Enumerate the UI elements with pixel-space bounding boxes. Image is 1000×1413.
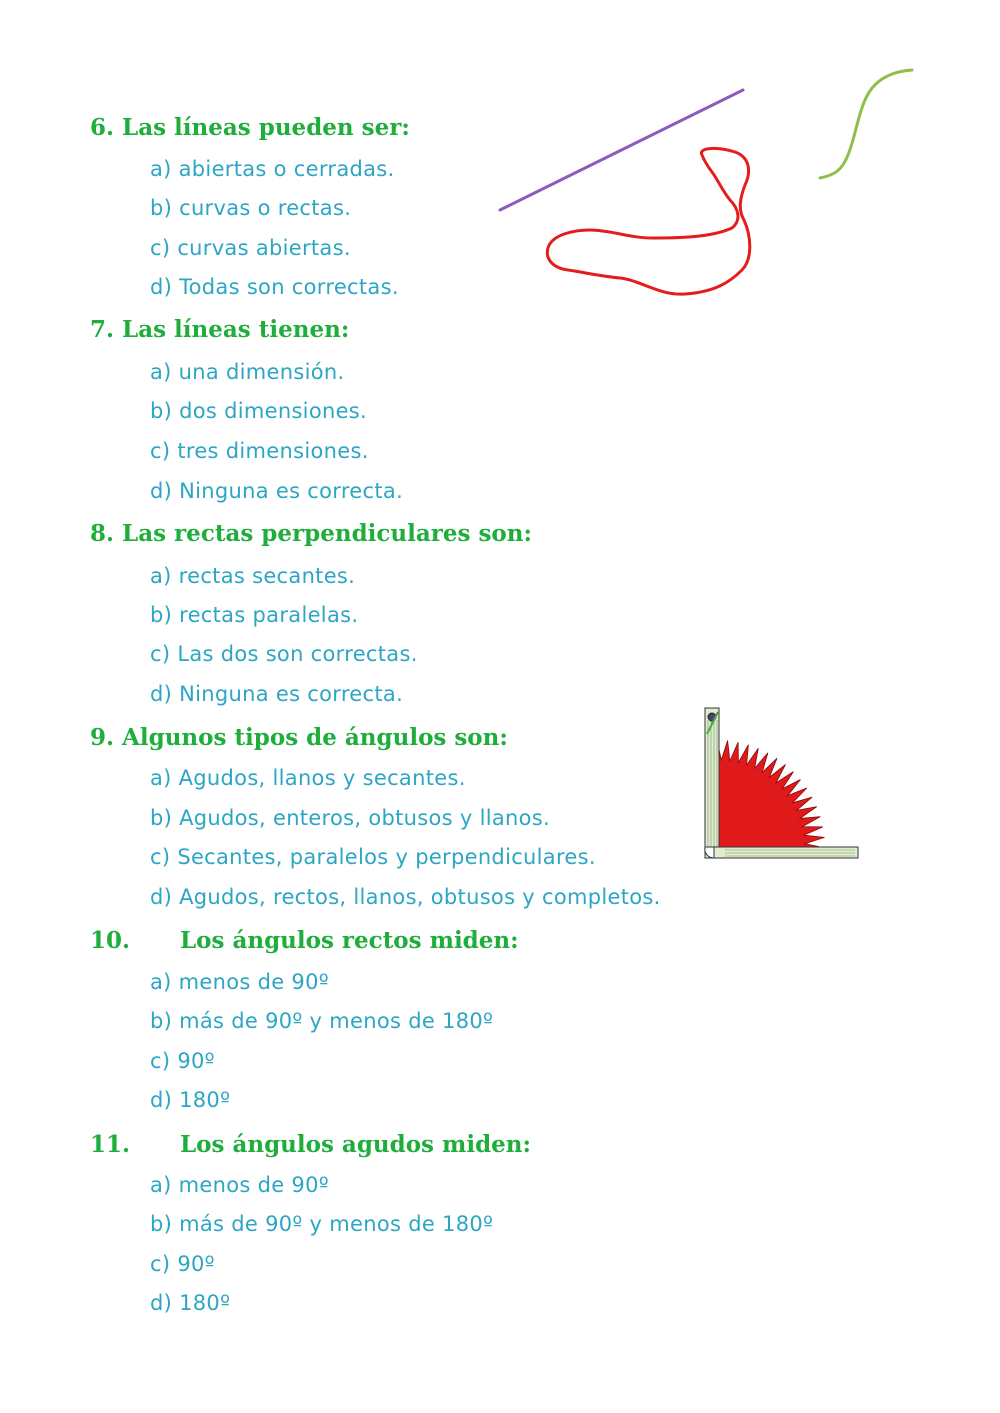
question-11-option-d[interactable]: d) 180º (150, 1291, 231, 1315)
question-7-option-b[interactable]: b) dos dimensiones. (150, 399, 368, 423)
question-6-option-d[interactable]: d) Todas son correctas. (150, 275, 399, 299)
question-11-option-b[interactable]: b) más de 90º y menos de 180º (150, 1212, 494, 1236)
question-9-title: 9. Algunos tipos de ángulos son: (90, 724, 508, 751)
question-8-option-b[interactable]: b) rectas paralelas. (150, 603, 359, 627)
red-fan (717, 740, 825, 848)
question-7-option-c[interactable]: c) tres dimensiones. (150, 439, 369, 463)
question-7-option-d[interactable]: d) Ninguna es correcta. (150, 479, 404, 503)
question-7-title: 7. Las líneas tienen: (90, 316, 350, 343)
question-10-option-c[interactable]: c) 90º (150, 1049, 215, 1073)
angle-fan-illustration (695, 700, 865, 865)
horizontal-ruler (705, 847, 858, 858)
question-8-option-c[interactable]: c) Las dos son correctas. (150, 642, 418, 666)
question-11-title: 11. Los ángulos agudos miden: (90, 1131, 532, 1158)
question-9-option-d[interactable]: d) Agudos, rectos, llanos, obtusos y completos. (150, 885, 661, 909)
question-9-option-b[interactable]: b) Agudos, enteros, obtusos y llanos. (150, 806, 551, 830)
question-11-option-a[interactable]: a) menos de 90º (150, 1173, 329, 1197)
question-6-option-a[interactable]: a) abiertas o cerradas. (150, 157, 395, 181)
question-11-option-c[interactable]: c) 90º (150, 1252, 215, 1276)
question-6-option-c[interactable]: c) curvas abiertas. (150, 236, 351, 260)
question-10-title: 10. Los ángulos rectos miden: (90, 927, 519, 954)
question-9-option-a[interactable]: a) Agudos, llanos y secantes. (150, 766, 466, 790)
open-curve (820, 70, 912, 178)
question-7-option-a[interactable]: a) una dimensión. (150, 360, 345, 384)
question-9-option-c[interactable]: c) Secantes, paralelos y perpendiculares. (150, 845, 596, 869)
question-10-option-a[interactable]: a) menos de 90º (150, 970, 329, 994)
question-8-title: 8. Las rectas perpendiculares son: (90, 520, 532, 547)
question-8-option-d[interactable]: d) Ninguna es correcta. (150, 682, 404, 706)
question-6-option-b[interactable]: b) curvas o rectas. (150, 196, 352, 220)
question-10-option-b[interactable]: b) más de 90º y menos de 180º (150, 1009, 494, 1033)
question-6-title: 6. Las líneas pueden ser: (90, 114, 410, 141)
lines-illustration (490, 60, 920, 310)
question-8-option-a[interactable]: a) rectas secantes. (150, 564, 356, 588)
question-10-option-d[interactable]: d) 180º (150, 1088, 231, 1112)
